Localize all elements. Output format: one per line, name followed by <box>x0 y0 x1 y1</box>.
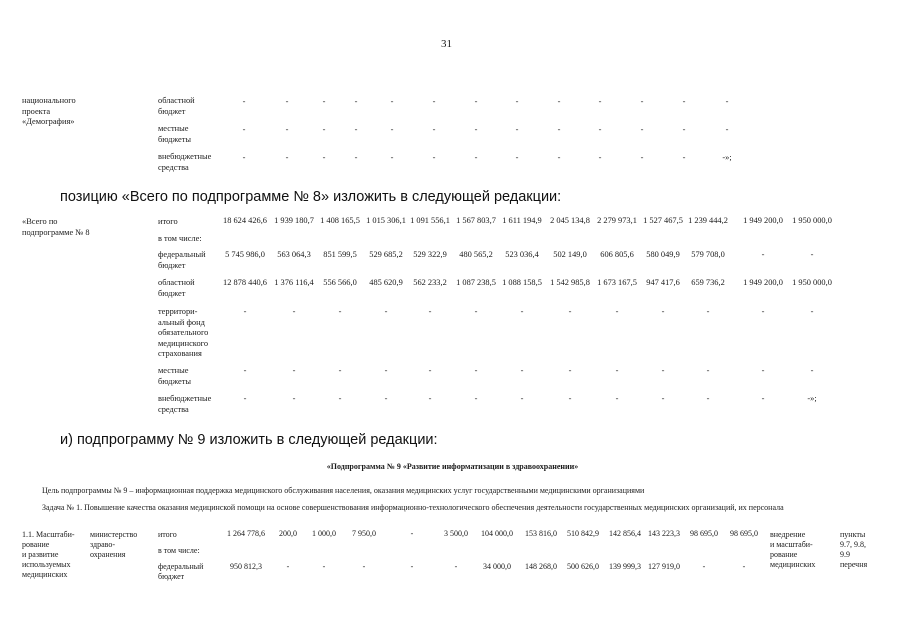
value-cell: 579 708,0 <box>691 250 725 259</box>
value-cell: - <box>390 125 394 134</box>
value-cell: - <box>474 394 478 403</box>
value-cell: - <box>243 366 247 375</box>
value-cell: 12 878 440,6 <box>223 278 267 287</box>
subprogram-9-goal: Цель подпрограммы № 9 – информационная поддержка медицинского обслуживания населения, оказания медицинских услуг государственными медицинскими организациями <box>42 486 645 495</box>
value-cell: 529 685,2 <box>369 250 403 259</box>
value-cell: - <box>322 562 326 571</box>
value-cell: - <box>286 562 290 571</box>
value-cell: 1 239 444,2 <box>688 216 728 225</box>
value-cell: 1 264 778,6 <box>227 529 265 538</box>
funding-source: в том числе: <box>158 234 202 243</box>
value-cell: 1 376 116,4 <box>274 278 314 287</box>
value-cell: - <box>428 394 432 403</box>
value-cell: 1 091 556,1 <box>410 216 450 225</box>
value-cell: - <box>568 394 572 403</box>
value-cell: - <box>338 366 342 375</box>
value-cell: - <box>761 394 765 403</box>
section-heading-subprogram-8: позицию «Всего по подпрограмме № 8» изложить в следующей редакции: <box>60 189 562 205</box>
value-cell: 98 695,0 <box>690 529 718 538</box>
funding-source: итого <box>158 217 178 226</box>
value-cell: - <box>410 562 414 571</box>
value-cell: - <box>706 394 710 403</box>
value-cell: - <box>515 125 519 134</box>
value-cell: - <box>520 394 524 403</box>
value-cell: 1 950 000,0 <box>792 216 832 225</box>
value-cell: - <box>338 307 342 316</box>
value-cell: - <box>640 97 644 106</box>
funding-source: территори- альный фонд обязательного медицинского страхования <box>158 307 209 358</box>
value-cell: 485 620,9 <box>369 278 403 287</box>
value-cell: - <box>761 366 765 375</box>
value-cell: - <box>432 97 436 106</box>
value-cell: - <box>706 307 710 316</box>
item-1-1-result: внедрение и масштаби- рование медицинских <box>770 530 816 569</box>
value-cell: - <box>322 97 326 106</box>
section-heading-subprogram-9: и) подпрограмму № 9 изложить в следующей редакции: <box>60 432 438 448</box>
value-cell: 1 015 306,1 <box>366 216 406 225</box>
value-cell: 200,0 <box>279 529 297 538</box>
value-cell: 1 939 180,7 <box>274 216 314 225</box>
value-cell: - <box>243 394 247 403</box>
value-cell: - <box>682 125 686 134</box>
value-cell: - <box>761 307 765 316</box>
value-cell: - <box>702 562 706 571</box>
value-cell: 127 919,0 <box>648 562 680 571</box>
value-cell: 1 673 167,5 <box>597 278 637 287</box>
subprogram-9-title: «Подпрограмма № 9 «Развитие информатизации в здравоохранении» <box>326 462 579 471</box>
funding-source: областной бюджет <box>158 278 195 298</box>
value-cell: 1 088 158,5 <box>502 278 542 287</box>
value-cell: 143 223,3 <box>648 529 680 538</box>
value-cell: 139 999,3 <box>609 562 641 571</box>
funding-source: федеральный бюджет <box>158 250 206 270</box>
value-cell: - <box>428 366 432 375</box>
value-cell: 659 736,2 <box>691 278 725 287</box>
value-cell: 34 000,0 <box>483 562 511 571</box>
value-cell: - <box>292 394 296 403</box>
value-cell: 851 599,5 <box>323 250 357 259</box>
value-cell: - <box>520 307 524 316</box>
funding-source: областной бюджет <box>158 96 195 116</box>
value-cell: 510 842,9 <box>567 529 599 538</box>
item-1-1-executor: министерство здраво- охранения <box>90 530 138 559</box>
funding-source: местные бюджеты <box>158 366 192 386</box>
value-cell: 529 322,9 <box>413 250 447 259</box>
value-cell: - <box>640 125 644 134</box>
subprogram-9-task: Задача № 1. Повышение качества оказания медицинской помощи на основе совершенствования информационно-технологического обеспечения деятельности государственных медицинских организаций, их персонала <box>42 503 784 512</box>
value-cell: - <box>242 125 246 134</box>
value-cell: - <box>568 307 572 316</box>
value-cell: 562 233,2 <box>413 278 447 287</box>
value-cell: - <box>390 97 394 106</box>
value-cell: - <box>322 125 326 134</box>
value-cell: 153 816,0 <box>525 529 557 538</box>
value-cell: - <box>568 366 572 375</box>
value-cell: 1 408 165,5 <box>320 216 360 225</box>
value-cell: - <box>432 125 436 134</box>
value-cell: 480 565,2 <box>459 250 493 259</box>
value-cell: 1 949 200,0 <box>743 216 783 225</box>
value-cell: 148 268,0 <box>525 562 557 571</box>
value-cell: - <box>515 97 519 106</box>
value-cell: - <box>285 125 289 134</box>
value-cell: - <box>725 125 729 134</box>
value-cell: - <box>598 97 602 106</box>
value-cell: 142 856,4 <box>609 529 641 538</box>
value-cell: - <box>285 97 289 106</box>
value-cell: - <box>615 366 619 375</box>
value-cell: - <box>661 394 665 403</box>
value-cell: 563 064,3 <box>277 250 311 259</box>
value-cell: - <box>354 97 358 106</box>
value-cell: 1 087 238,5 <box>456 278 496 287</box>
value-cell: 1 527 467,5 <box>643 216 683 225</box>
value-cell: 1 611 194,9 <box>502 216 542 225</box>
value-cell: - <box>706 366 710 375</box>
value-cell: - <box>243 307 247 316</box>
value-cell: 104 000,0 <box>481 529 513 538</box>
value-cell: - <box>362 562 366 571</box>
value-cell: - <box>810 307 814 316</box>
value-cell: 580 049,9 <box>646 250 680 259</box>
funding-source: в том числе: <box>158 546 200 555</box>
value-cell: - <box>761 250 765 259</box>
value-cell: -»; <box>722 153 732 162</box>
demography-project-name: национального проекта «Демография» <box>22 96 76 126</box>
value-cell: - <box>557 97 561 106</box>
value-cell: - <box>682 97 686 106</box>
value-cell: - <box>515 153 519 162</box>
subprogram-8-name: «Всего по подпрограмме № 8 <box>22 217 90 237</box>
value-cell: - <box>598 153 602 162</box>
value-cell: - <box>454 562 458 571</box>
value-cell: - <box>615 307 619 316</box>
value-cell: - <box>242 97 246 106</box>
funding-source: внебюджетные средства <box>158 394 212 414</box>
value-cell: - <box>810 366 814 375</box>
value-cell: 1 949 200,0 <box>743 278 783 287</box>
value-cell: - <box>428 307 432 316</box>
value-cell: 98 695,0 <box>730 529 758 538</box>
value-cell: 2 045 134,8 <box>550 216 590 225</box>
value-cell: -»; <box>807 394 817 403</box>
page-number: 31 <box>441 38 452 50</box>
value-cell: 556 566,0 <box>323 278 357 287</box>
value-cell: 502 149,0 <box>553 250 587 259</box>
value-cell: - <box>292 307 296 316</box>
funding-source: федеральный бюджет <box>158 562 204 581</box>
value-cell: - <box>557 125 561 134</box>
value-cell: 1 567 803,7 <box>456 216 496 225</box>
item-1-1-reference: пункты 9.7, 9.8, 9.9 перечня <box>840 530 868 569</box>
value-cell: - <box>640 153 644 162</box>
value-cell: - <box>474 125 478 134</box>
value-cell: 523 036,4 <box>505 250 539 259</box>
value-cell: - <box>474 153 478 162</box>
value-cell: - <box>598 125 602 134</box>
value-cell: 2 279 973,1 <box>597 216 637 225</box>
value-cell: - <box>354 125 358 134</box>
value-cell: - <box>242 153 246 162</box>
value-cell: 3 500,0 <box>444 529 468 538</box>
value-cell: 500 626,0 <box>567 562 599 571</box>
value-cell: 1 542 985,8 <box>550 278 590 287</box>
value-cell: - <box>742 562 746 571</box>
value-cell: - <box>322 153 326 162</box>
value-cell: - <box>661 307 665 316</box>
value-cell: - <box>384 394 388 403</box>
value-cell: 5 745 986,0 <box>225 250 265 259</box>
value-cell: - <box>682 153 686 162</box>
funding-source: местные бюджеты <box>158 124 192 144</box>
value-cell: - <box>557 153 561 162</box>
value-cell: - <box>390 153 394 162</box>
value-cell: - <box>384 366 388 375</box>
value-cell: - <box>354 153 358 162</box>
value-cell: - <box>661 366 665 375</box>
value-cell: 947 417,6 <box>646 278 680 287</box>
value-cell: - <box>292 366 296 375</box>
funding-source: внебюджетные средства <box>158 152 212 172</box>
value-cell: - <box>520 366 524 375</box>
value-cell: - <box>410 529 414 538</box>
value-cell: 606 805,6 <box>600 250 634 259</box>
value-cell: - <box>384 307 388 316</box>
value-cell: - <box>285 153 289 162</box>
value-cell: 1 950 000,0 <box>792 278 832 287</box>
item-1-1-name: 1.1. Масштаби- рование и развитие используемых медицинских <box>22 530 75 579</box>
value-cell: - <box>338 394 342 403</box>
value-cell: - <box>474 97 478 106</box>
funding-source: итого <box>158 530 177 539</box>
value-cell: - <box>474 307 478 316</box>
value-cell: - <box>725 97 729 106</box>
value-cell: 18 624 426,6 <box>223 216 267 225</box>
value-cell: 7 950,0 <box>352 529 376 538</box>
value-cell: - <box>615 394 619 403</box>
value-cell: - <box>432 153 436 162</box>
value-cell: 1 000,0 <box>312 529 336 538</box>
value-cell: 950 812,3 <box>230 562 262 571</box>
value-cell: - <box>474 366 478 375</box>
value-cell: - <box>810 250 814 259</box>
